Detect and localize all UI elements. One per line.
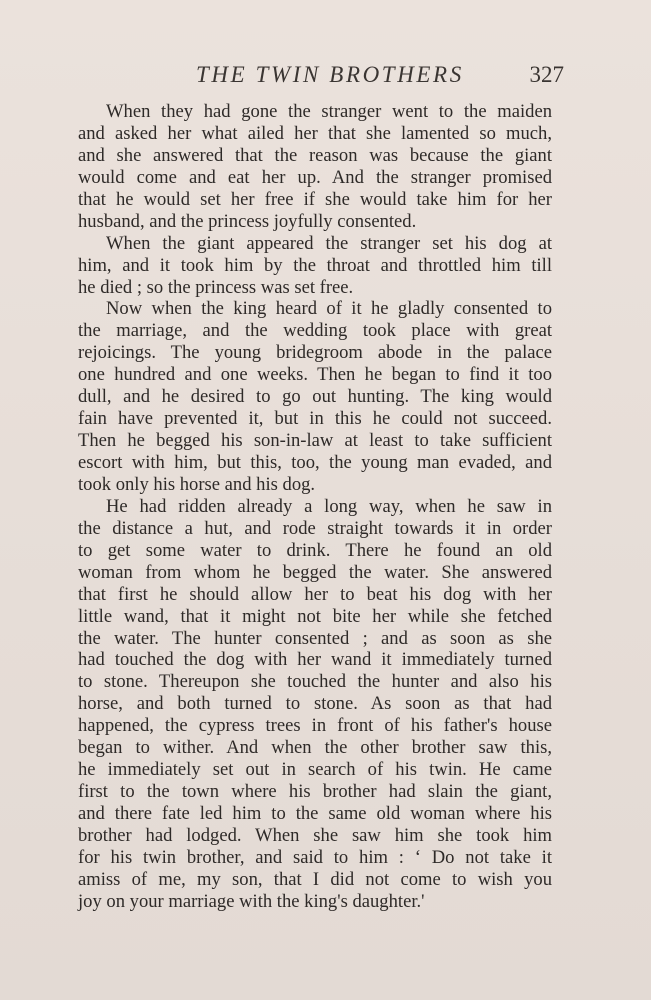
text-line: woman from whom he begged the water. She answered: [78, 561, 552, 583]
text-line: one hundred and one weeks. Then he began to find it too: [78, 364, 552, 386]
text-line: He had ridden already a long way, when he saw in: [106, 495, 552, 517]
text-line: husband, and the princess joyfully consented.: [78, 210, 417, 232]
text-line: he died ; so the princess was set free.: [78, 276, 354, 298]
text-line: and she answered that the reason was because the giant: [78, 144, 552, 166]
text-line: and asked her what ailed her that she lamented so much,: [78, 122, 552, 144]
text-line: to get some water to drink. There he found an old: [78, 539, 552, 561]
text-line: and there fate led him to the same old woman where his: [78, 803, 552, 824]
text-line: that he would set her free if she would take him for her: [78, 188, 552, 210]
text-line: the distance a hut, and rode straight towards it in order: [78, 517, 552, 539]
text-line: Then he begged his son-in-law at least to take sufficient: [78, 430, 552, 452]
text-line: for his twin brother, and said to him : ‘ Do not take it: [78, 846, 552, 868]
text-line: little wand, that it might not bite her while she fetched: [78, 605, 552, 627]
text-line: rejoicings. The young bridegroom abode in the palace: [78, 342, 552, 364]
text-line: him, and it took him by the throat and throttled him till: [78, 254, 552, 276]
text-line: When the giant appeared the stranger set his dog at: [106, 232, 552, 254]
running-header: [78, 62, 570, 92]
text-line: began to wither. And when the other brother saw this,: [78, 737, 552, 759]
text-line: Now when the king heard of it he gladly consented to: [106, 298, 552, 320]
text-line: would come and eat her up. And the stranger promised: [78, 166, 552, 188]
text-line: When they had gone the stranger went to the maiden: [106, 101, 552, 122]
running-title: THE TWIN BROTHERS: [196, 62, 464, 87]
text-line: fain have prevented it, but in this he could not succeed.: [78, 408, 552, 430]
text-line: brother had lodged. When she saw him she took him: [78, 824, 552, 846]
text-line: had touched the dog with her wand it immediately turned: [78, 649, 552, 671]
text-line: the marriage, and the wedding took place with great: [78, 320, 552, 342]
text-line: first to the town where his brother had slain the giant,: [78, 781, 552, 803]
text-line: escort with him, but this, too, the young man evaded, and: [78, 452, 552, 473]
text-line: horse, and both turned to stone. As soon as that had: [78, 693, 552, 715]
text-line: joy on your marriage with the king's daughter.': [78, 890, 425, 912]
text-line: took only his horse and his dog.: [78, 473, 316, 495]
page-number: 327: [529, 62, 564, 87]
body-text: [78, 101, 552, 913]
text-line: happened, the cypress trees in front of his father's house: [78, 715, 552, 737]
text-line: amiss of me, my son, that I did not come to wish you: [78, 868, 552, 890]
text-line: he immediately set out in search of his twin. He came: [78, 759, 552, 781]
text-line: to stone. Thereupon she touched the hunter and also his: [78, 671, 552, 693]
text-line: that first he should allow her to beat his dog with her: [78, 583, 552, 605]
text-line: dull, and he desired to go out hunting. The king would: [78, 386, 552, 408]
text-line: the water. The hunter consented ; and as soon as she: [78, 627, 552, 649]
